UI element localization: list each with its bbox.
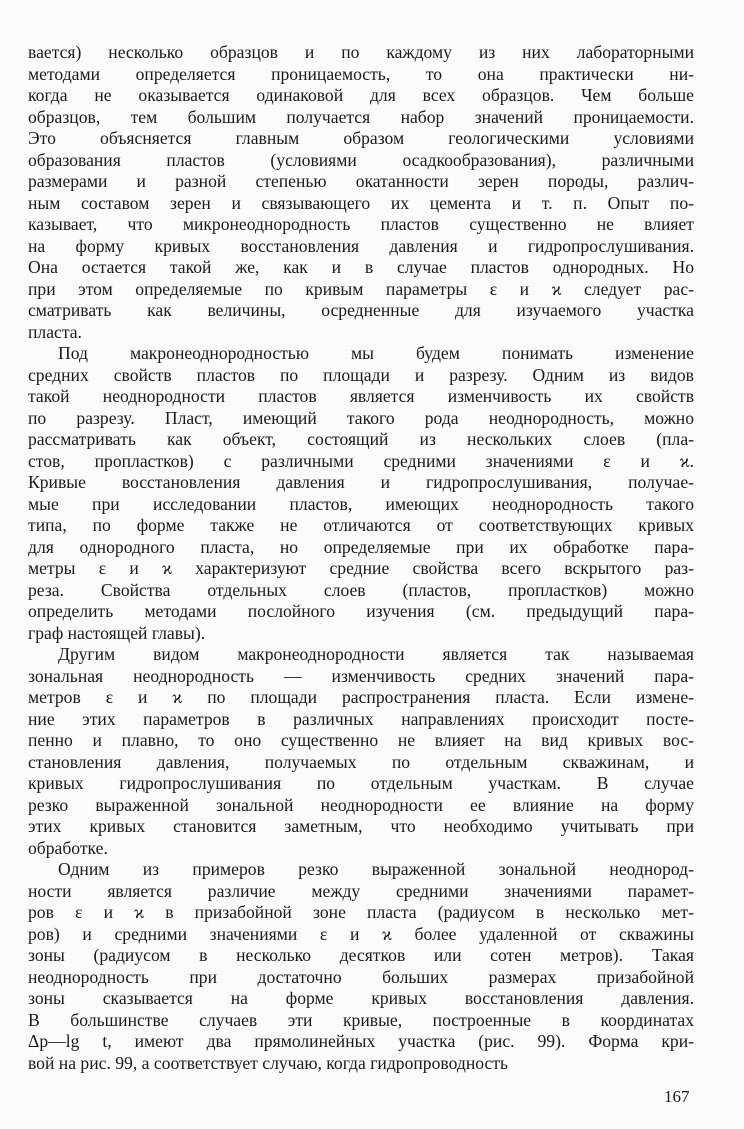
page-number: 167 xyxy=(664,1087,690,1106)
text-line: Другим видом макронеоднородности является так называемая xyxy=(58,644,694,664)
text-line: ров) и средними значениями ε и ϰ более удаленной от скважины xyxy=(28,923,694,944)
text-line: стов, пропластков) с различными средними значениями ε и ϰ. xyxy=(28,450,694,471)
text-line: казывает, что микронеоднородность пластов существенно не влияет xyxy=(28,214,694,234)
text-line: ным составом зерен и связывающего их цемента и т. п. Опыт по- xyxy=(28,192,694,213)
text-line: образования пластов (условиями осадкообразования), различными xyxy=(28,149,694,170)
text-line: метров ε и ϰ по площади распространения пласта. Если измене- xyxy=(28,687,694,707)
text-line: неоднородность при достаточно больших размерах призабойной xyxy=(28,966,694,987)
text-line: Она остается такой же, как и в случае пластов однородных. Но xyxy=(28,257,694,277)
text-line: рассматривать как объект, состоящий из нескольких слоев (пла- xyxy=(28,429,694,449)
text-line: этих кривых становится заметным, что необходимо учитывать при xyxy=(28,816,694,836)
text-line: Одним из примеров резко выраженной зональной неоднород- xyxy=(58,859,694,879)
text-line: В большинстве случаев эти кривые, построенные в координатах xyxy=(28,1009,694,1030)
text-line: пласта. xyxy=(28,321,82,342)
text-line: мые при исследовании пластов, имеющих неоднородность такого xyxy=(28,493,694,514)
text-line: становления давления, получаемых по отдельным скважинам, и xyxy=(28,751,694,772)
text-line: ние этих параметров в различных направлениях происходит посте- xyxy=(28,708,694,729)
text-line: при этом определяемые по кривым параметры ε и ϰ следует рас- xyxy=(28,278,694,299)
text-line: обработке. xyxy=(28,837,108,858)
text-line: по разрезу. Пласт, имеющий такого рода неоднородность, можно xyxy=(28,407,694,428)
text-line: сматривать как величины, осредненные для изучаемого участка xyxy=(28,300,694,320)
text-line: определить методами послойного изучения (см. предыдущий пара- xyxy=(28,601,694,621)
text-line: вой на рис. 99, a соответствует случаю, когда гидропроводность xyxy=(28,1052,508,1073)
paragraph xyxy=(28,644,694,859)
text-line: методами определяется проницаемость, то она практически ни- xyxy=(28,63,694,84)
text-line: Кривые восстановления давления и гидропрослушивания, получае- xyxy=(28,472,694,492)
text-line: вается) несколько образцов и по каждому из них лабораторными xyxy=(28,42,694,62)
text-line: типа, по форме также не отличаются от соответствующих кривых xyxy=(28,515,694,535)
text-line: граф настоящей главы). xyxy=(28,622,206,643)
body-text xyxy=(28,42,694,1074)
paragraph xyxy=(28,343,694,644)
text-line: Это объясняется главным образом геологическими условиями xyxy=(28,128,694,148)
text-line: когда не оказывается одинаковой для всех образцов. Чем больше xyxy=(28,85,694,105)
text-line: образцов, тем большим получается набор значений проницаемости. xyxy=(28,106,694,127)
text-line: такой неоднородности пластов является изменчивость их свойств xyxy=(28,386,694,406)
text-line: кривых гидропрослушивания по отдельным участкам. В случае xyxy=(28,773,694,793)
text-line: реза. Свойства отдельных слоев (пластов, пропластков) можно xyxy=(28,579,694,600)
text-line: на форму кривых восстановления давления и гидропрослушивания. xyxy=(28,235,694,256)
text-line: зональная неоднородность — изменчивость средних значений пара- xyxy=(28,665,694,686)
text-line: для однородного пласта, но определяемые при их обработке пара- xyxy=(28,536,694,557)
text-line: ров ε и ϰ в призабойной зоне пласта (радиусом в несколько мет- xyxy=(28,902,694,922)
text-line: метры ε и ϰ характеризуют средние свойства всего вскрытого раз- xyxy=(28,558,694,578)
text-line: ности является различие между средними значениями парамет- xyxy=(28,880,694,901)
text-line: размерами и разной степенью окатанности зерен породы, различ- xyxy=(28,171,694,191)
paragraph xyxy=(28,42,694,343)
text-line: зоны сказывается на форме кривых восстановления давления. xyxy=(28,988,694,1008)
text-line: Под макронеоднородностью мы будем понимать изменение xyxy=(58,343,694,363)
text-line: Δp—lg t, имеют два прямолинейных участка (рис. 99). Форма кри- xyxy=(28,1031,694,1051)
text-line: резко выраженной зональной неоднородности ее влияние на форму xyxy=(28,794,694,815)
text-line: пенно и плавно, то оно существенно не влияет на вид кривых вос- xyxy=(28,730,694,750)
text-line: средних свойств пластов по площади и разрезу. Одним из видов xyxy=(28,364,694,385)
paragraph xyxy=(28,859,694,1074)
text-line: зоны (радиусом в несколько десятков или сотен метров). Такая xyxy=(28,945,694,965)
